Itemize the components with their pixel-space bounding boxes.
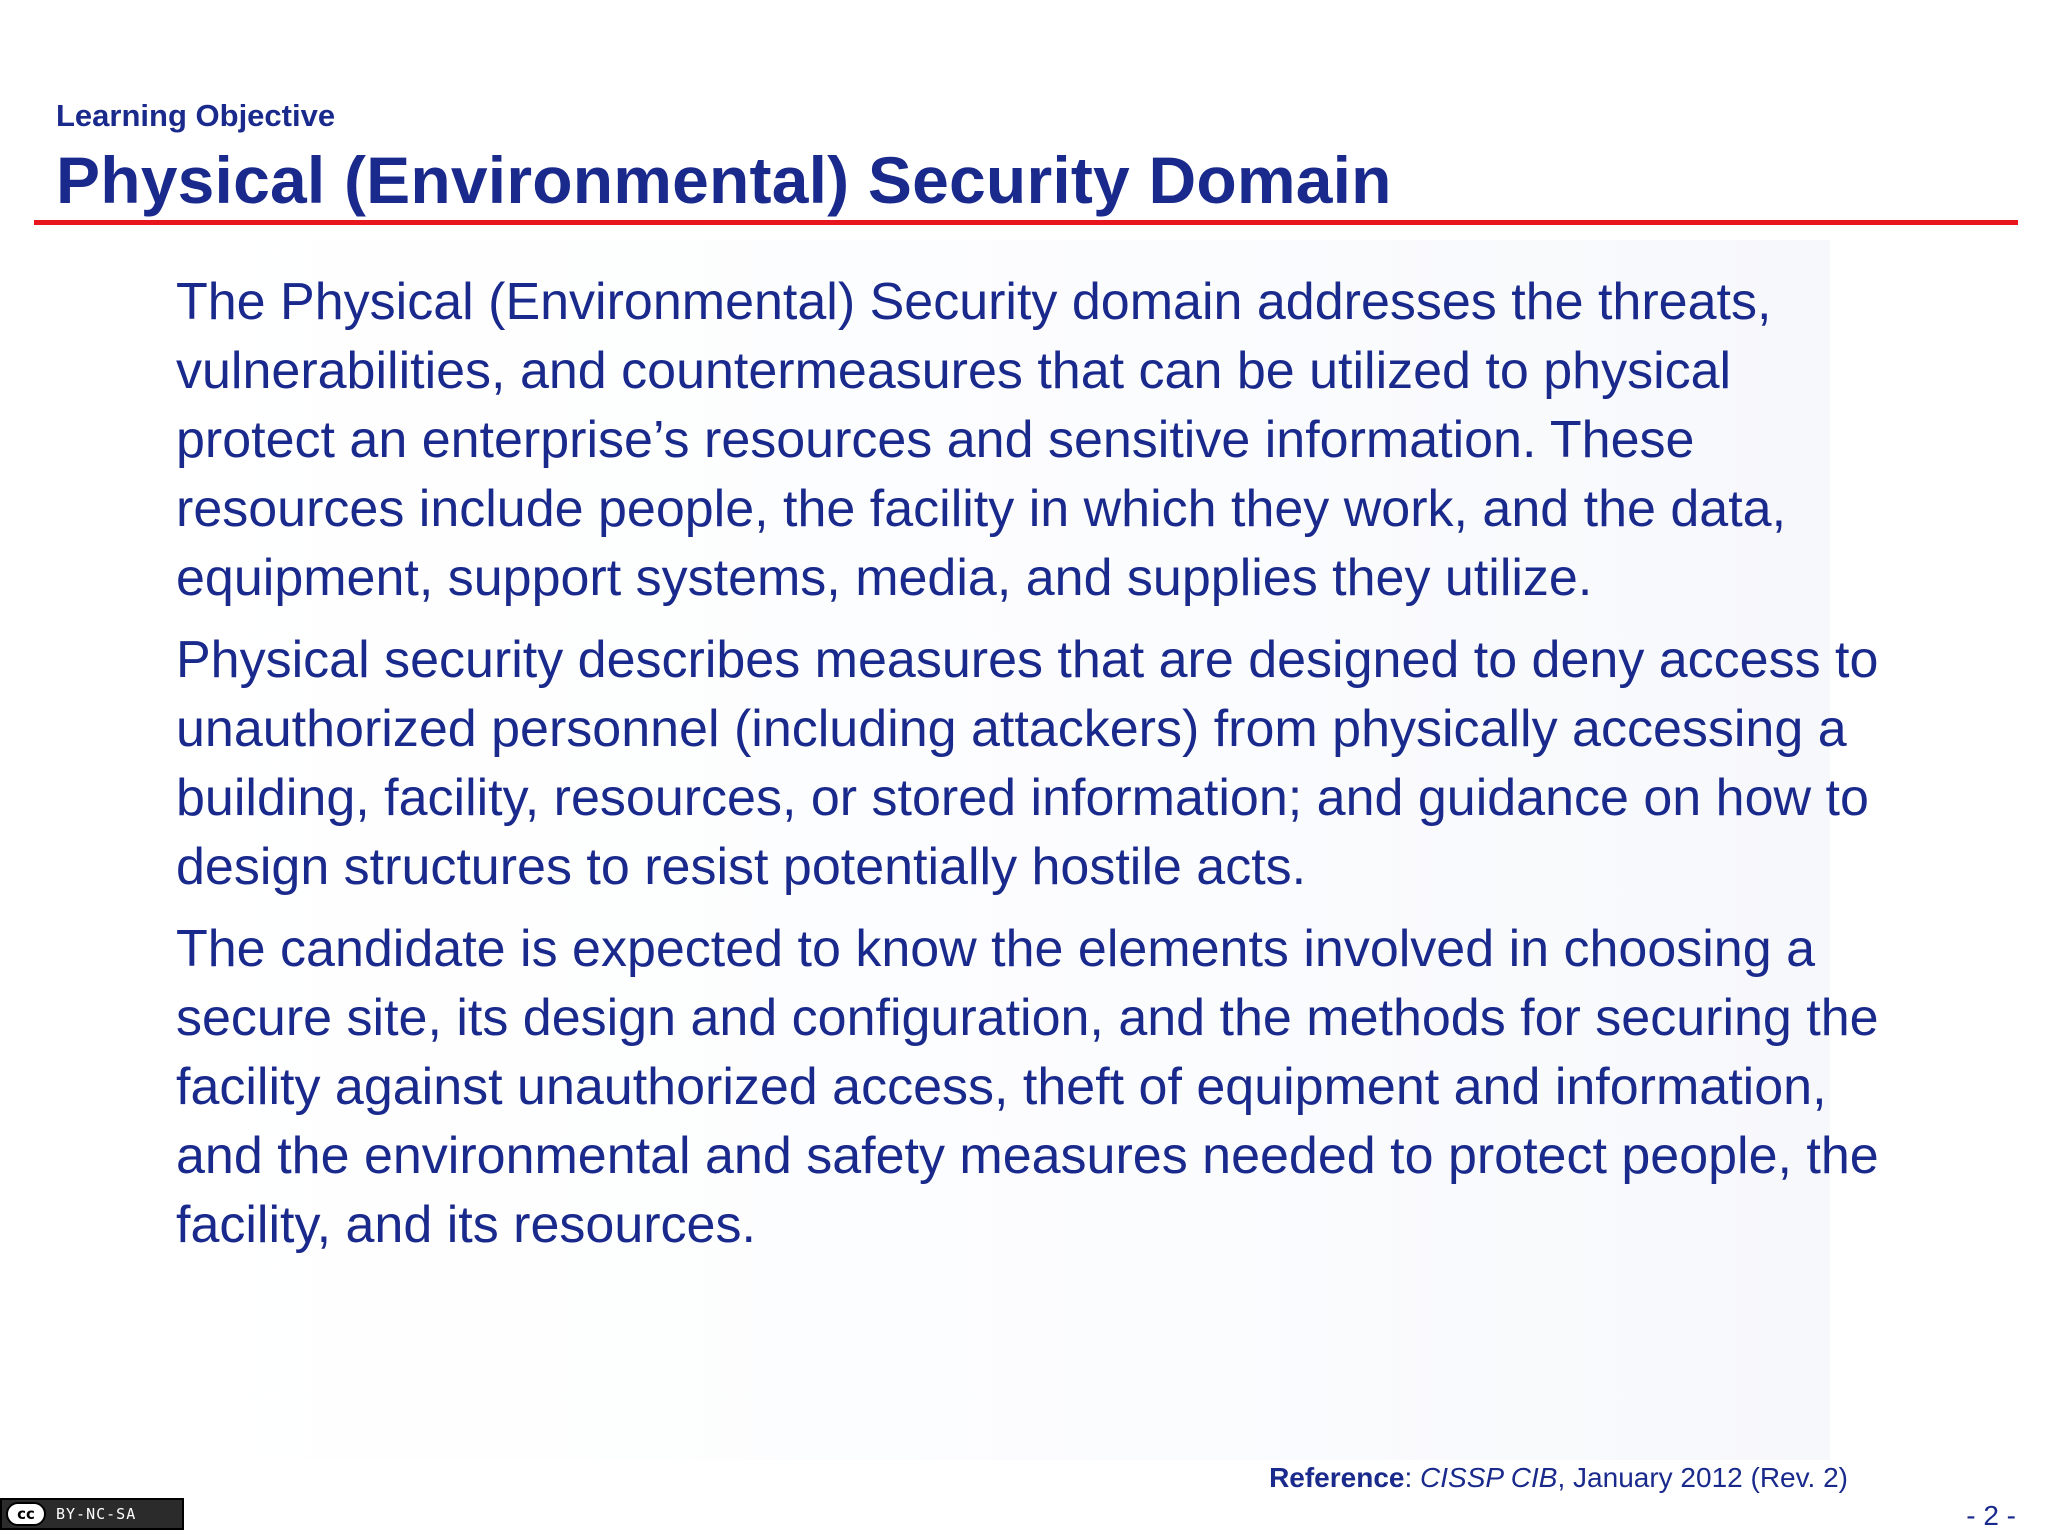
- eyebrow-label: Learning Objective: [56, 98, 336, 133]
- creative-commons-license-badge: [0, 1498, 184, 1530]
- reference-label: Reference: [1269, 1462, 1405, 1493]
- reference-separator: :: [1404, 1462, 1421, 1493]
- reference-details: , January 2012 (Rev. 2): [1557, 1462, 1848, 1493]
- license-text: BY-NC-SA: [56, 1505, 137, 1523]
- page-number: - 2 -: [1966, 1500, 2016, 1531]
- reference-citation: [1269, 1462, 1848, 1494]
- paragraph-candidate-expectations: The candidate is expected to know the elements involved in choosing a secure site, its design and configuration, and the methods for securing the facility against unauthorized access, theft of equipment and information, and the environmental and safety measures needed to protect people, the facility, and its resources.: [176, 920, 1879, 1254]
- page-title: Physical (Environmental) Security Domain: [56, 143, 1392, 217]
- title-divider: [34, 220, 2018, 225]
- reference-source: CISSP CIB: [1420, 1462, 1558, 1493]
- body-text: [176, 268, 1896, 1273]
- paragraph-domain-overview: The Physical (Environmental) Security domain addresses the threats, vulnerabilities, and countermeasures that can be utilized to physical protect an enterprise’s resources and sensitive information. These resources include people, the facility in which they work, and the data, equipment, support systems, media, and supplies they utilize.: [176, 273, 1787, 607]
- paragraph-physical-security: Physical security describes measures that are designed to deny access to unauthorized personnel (including attackers) from physically accessing a building, facility, resources, or stored information; and guidance on how to design structures to resist potentially hostile acts.: [176, 631, 1879, 896]
- creative-commons-icon: cc: [6, 1502, 46, 1526]
